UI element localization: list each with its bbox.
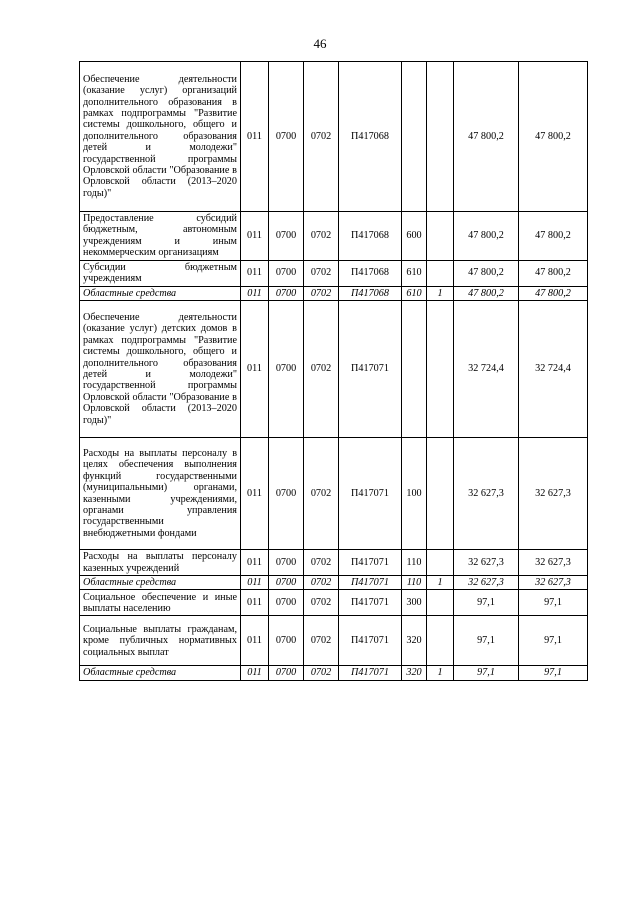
cell-target-item: П417071: [339, 301, 402, 438]
row-description: Областные средства: [80, 666, 241, 680]
row-description: Областные средства: [80, 576, 241, 590]
cell-admin-code: 011: [241, 212, 269, 261]
cell-source: 1: [427, 666, 454, 680]
cell-admin-code: 011: [241, 438, 269, 550]
cell-amount: 47 800,2: [454, 260, 519, 286]
row-description: Социальное обеспечение и иные выплаты населению: [80, 590, 241, 616]
cell-admin-code: 011: [241, 62, 269, 212]
row-description: Расходы на выплаты персоналу казенных учреждений: [80, 550, 241, 576]
cell-subsection: 0702: [304, 286, 339, 300]
cell-amount-total: 47 800,2: [519, 62, 588, 212]
table-row: [80, 438, 588, 550]
cell-amount-total: 32 627,3: [519, 576, 588, 590]
cell-amount: 97,1: [454, 666, 519, 680]
cell-amount-total: 47 800,2: [519, 212, 588, 261]
cell-amount-total: 47 800,2: [519, 286, 588, 300]
row-description: Областные средства: [80, 286, 241, 300]
cell-target-item: П417068: [339, 62, 402, 212]
cell-target-item: П417068: [339, 286, 402, 300]
cell-source: [427, 438, 454, 550]
cell-source: 1: [427, 576, 454, 590]
cell-source: 1: [427, 286, 454, 300]
cell-amount-total: 97,1: [519, 590, 588, 616]
cell-subsection: 0702: [304, 666, 339, 680]
cell-amount-total: 32 627,3: [519, 438, 588, 550]
cell-section: 0700: [269, 286, 304, 300]
cell-section: 0700: [269, 212, 304, 261]
row-description: Субсидии бюджетным учреждениям: [80, 260, 241, 286]
row-description: Социальные выплаты гражданам, кроме публичных нормативных социальных выплат: [80, 616, 241, 666]
row-description: Предоставление субсидий бюджетным, автономным учреждениям и иным некоммерческим организациям: [80, 212, 241, 261]
cell-section: 0700: [269, 616, 304, 666]
cell-source: [427, 616, 454, 666]
table-row: [80, 286, 588, 300]
table-row: [80, 590, 588, 616]
cell-target-item: П417071: [339, 576, 402, 590]
budget-table: [79, 61, 588, 681]
cell-subsection: 0702: [304, 616, 339, 666]
cell-source: [427, 550, 454, 576]
cell-admin-code: 011: [241, 616, 269, 666]
cell-amount: 97,1: [454, 616, 519, 666]
cell-source: [427, 212, 454, 261]
cell-section: 0700: [269, 550, 304, 576]
cell-subsection: 0702: [304, 62, 339, 212]
cell-subsection: 0702: [304, 590, 339, 616]
cell-subsection: 0702: [304, 212, 339, 261]
cell-target-item: П417071: [339, 590, 402, 616]
cell-amount-total: 32 724,4: [519, 301, 588, 438]
cell-target-item: П417071: [339, 616, 402, 666]
table-row: [80, 62, 588, 212]
cell-expense-type: 110: [402, 576, 427, 590]
cell-admin-code: 011: [241, 286, 269, 300]
cell-amount-total: 47 800,2: [519, 260, 588, 286]
cell-expense-type: 610: [402, 260, 427, 286]
table-row: [80, 301, 588, 438]
cell-section: 0700: [269, 260, 304, 286]
cell-section: 0700: [269, 666, 304, 680]
cell-target-item: П417071: [339, 550, 402, 576]
cell-expense-type: 600: [402, 212, 427, 261]
cell-amount-total: 97,1: [519, 666, 588, 680]
cell-target-item: П417071: [339, 438, 402, 550]
cell-amount: 47 800,2: [454, 212, 519, 261]
cell-admin-code: 011: [241, 301, 269, 438]
row-description: Обеспечение деятельности (оказание услуг) детских домов в рамках подпрограммы "Развитие системы дошкольного, общего и дополнительного образования детей и молодежи" государственной программы Орловской области "Образование в Орловской области (2013–2020 годы)": [80, 301, 241, 438]
cell-section: 0700: [269, 62, 304, 212]
cell-section: 0700: [269, 301, 304, 438]
cell-amount: 47 800,2: [454, 62, 519, 212]
table-row: [80, 212, 588, 261]
cell-amount: 32 724,4: [454, 301, 519, 438]
cell-subsection: 0702: [304, 301, 339, 438]
cell-expense-type: 110: [402, 550, 427, 576]
row-description: Обеспечение деятельности (оказание услуг) организаций дополнительного образования в рамках подпрограммы "Развитие системы дошкольного, общего и дополнительного образования детей и молодежи" государственной программы Орловской области "Образование в Орловской области (2013–2020 годы)": [80, 62, 241, 212]
cell-target-item: П417071: [339, 666, 402, 680]
page-number: 46: [313, 36, 327, 51]
cell-amount: 32 627,3: [454, 550, 519, 576]
cell-expense-type: [402, 62, 427, 212]
cell-source: [427, 62, 454, 212]
cell-admin-code: 011: [241, 260, 269, 286]
cell-section: 0700: [269, 576, 304, 590]
cell-admin-code: 011: [241, 590, 269, 616]
cell-subsection: 0702: [304, 260, 339, 286]
cell-expense-type: 100: [402, 438, 427, 550]
cell-amount-total: 32 627,3: [519, 550, 588, 576]
row-description: Расходы на выплаты персоналу в целях обеспечения выполнения функций государственными (муниципальными) органами, казенными учреждениями, органами управления государственными внебюджетными фондами: [80, 438, 241, 550]
table-row: [80, 550, 588, 576]
table-row: [80, 616, 588, 666]
cell-amount-total: 97,1: [519, 616, 588, 666]
cell-section: 0700: [269, 590, 304, 616]
cell-amount: 97,1: [454, 590, 519, 616]
cell-subsection: 0702: [304, 576, 339, 590]
cell-source: [427, 301, 454, 438]
cell-subsection: 0702: [304, 438, 339, 550]
cell-section: 0700: [269, 438, 304, 550]
cell-amount: 32 627,3: [454, 576, 519, 590]
cell-expense-type: [402, 301, 427, 438]
table-row: [80, 260, 588, 286]
cell-expense-type: 320: [402, 616, 427, 666]
cell-source: [427, 260, 454, 286]
cell-admin-code: 011: [241, 666, 269, 680]
cell-expense-type: 300: [402, 590, 427, 616]
cell-source: [427, 590, 454, 616]
cell-amount: 47 800,2: [454, 286, 519, 300]
cell-subsection: 0702: [304, 550, 339, 576]
cell-target-item: П417068: [339, 260, 402, 286]
cell-admin-code: 011: [241, 550, 269, 576]
cell-expense-type: 610: [402, 286, 427, 300]
cell-expense-type: 320: [402, 666, 427, 680]
table-row: [80, 666, 588, 680]
cell-amount: 32 627,3: [454, 438, 519, 550]
cell-target-item: П417068: [339, 212, 402, 261]
cell-admin-code: 011: [241, 576, 269, 590]
table-row: [80, 576, 588, 590]
